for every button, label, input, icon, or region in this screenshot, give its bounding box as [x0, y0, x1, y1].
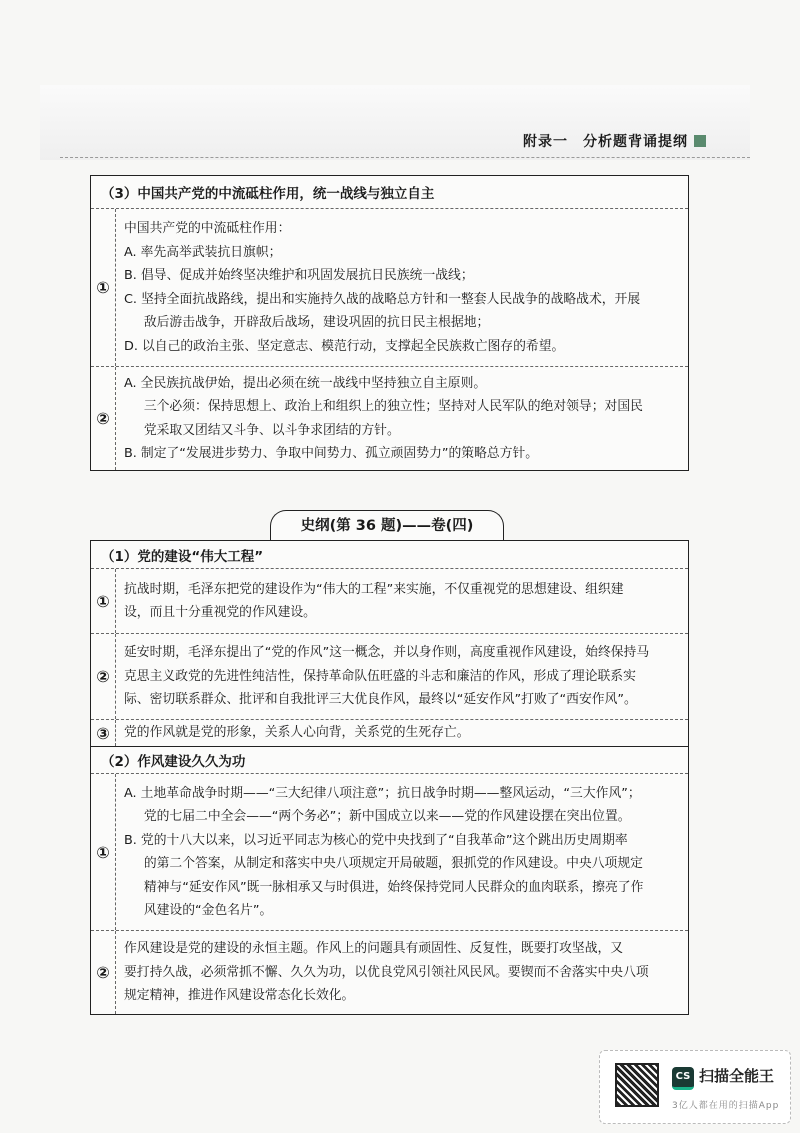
row-content	[116, 367, 688, 470]
content-line: 党的七届二中全会——“两个务必”；新中国成立以来——党的作风建设摆在突出位置。	[143, 809, 631, 824]
content-line: 抗战时期，毛泽东把党的建设作为“伟大的工程”来实施，不仅重视党的思想建设、组织建	[124, 581, 624, 597]
content-line: B. 制定了“发展进步势力、争取中间势力、孤立顽固势力”的策略总方针。	[124, 446, 539, 461]
row-number: ②	[91, 634, 116, 719]
content-line: A. 土地革命战争时期——“三大纪律八项注意”；抗日战争时期——整风运动，“三大作风”；	[124, 785, 641, 801]
table-row	[91, 773, 688, 930]
header-divider	[60, 157, 750, 158]
row-content	[116, 209, 688, 366]
content-line: 作风建设是党的建设的永恒主题。作风上的问题具有顽固性、反复性，既要打攻坚战，又	[124, 941, 624, 957]
table-row	[91, 633, 688, 719]
content-line: 三个必须：保持思想上、政治上和组织上的独立性；坚持对人民军队的绝对领导；对国民	[143, 399, 643, 414]
content-line: 际、密切联系群众、批评和自我批评三大优良作风，最终以“延安作风”打败了“西安作风”。	[124, 692, 637, 708]
row-content	[116, 774, 688, 930]
content-line: 党采取又团结又斗争、以斗争求团结的方针。	[143, 422, 400, 438]
table-row	[91, 719, 688, 746]
content-line: A. 率先高举武装抗日旗帜；	[124, 244, 282, 260]
content-line: 精神与“延安作风”既一脉相承又与时俱进，始终保持党同人民群众的血肉联系，擦亮了作	[143, 879, 644, 895]
content-line: 要打持久战，必须常抓不懈、久久为功，以优良党风引领社风民风。要锲而不舍落实中央八项	[124, 964, 649, 980]
table-row	[91, 208, 688, 366]
row-number: ③	[91, 720, 116, 746]
running-header	[523, 131, 706, 151]
row-number: ①	[91, 209, 116, 366]
section-title: （3）中国共产党的中流砥柱作用，统一战线与独立自主	[101, 186, 435, 202]
table-row	[91, 568, 688, 633]
content-line: 风建设的“金色名片”。	[143, 903, 273, 918]
content-line: B. 党的十八大以来，以习近平同志为核心的党中央找到了“自我革命”这个跳出历史周期率	[124, 832, 628, 848]
watermark-brand: 扫描全能王	[699, 1067, 775, 1085]
watermark-slogan: 3亿人都在用的扫描App	[672, 1101, 780, 1111]
row-content	[116, 634, 688, 719]
camscanner-watermark	[599, 1050, 791, 1124]
row-number: ②	[91, 931, 116, 1014]
content-line: 中国共产党的中流砥柱作用：	[124, 221, 291, 236]
content-line: 党的作风就是党的形象，关系人心向背，关系党的生死存亡。	[124, 725, 470, 741]
qr-code-icon	[615, 1063, 659, 1107]
table-row	[91, 930, 688, 1014]
header-title: 附录一 分析题背诵提纲	[523, 134, 688, 150]
content-line: 敌后游击战争，开辟敌后战场，建设巩固的抗日民主根据地；	[143, 315, 490, 330]
content-line: 设，而且十分重视党的作风建设。	[124, 605, 316, 620]
camscanner-logo-icon: CS	[672, 1067, 694, 1090]
row-content	[116, 569, 688, 633]
content-line: A. 全民族抗战伊始，提出必须在统一战线中坚持独立自主原则。	[124, 375, 487, 391]
content-line: B. 倡导、促成并始终坚决维护和巩固发展抗日民族统一战线；	[124, 268, 474, 283]
row-number: ①	[91, 774, 116, 930]
row-number: ②	[91, 367, 116, 470]
content-line: C. 坚持全面抗战路线，提出和实施持久战的战略总方针和一整套人民战争的战略战术，开展	[124, 291, 641, 307]
outline-table-2	[90, 540, 689, 1015]
row-content	[116, 931, 688, 1014]
header-square-icon	[694, 135, 706, 147]
row-number: ①	[91, 569, 116, 633]
outline-table-1	[90, 175, 689, 471]
section-title: （1）党的建设“伟大工程”	[101, 548, 264, 565]
table-row	[91, 366, 688, 470]
content-line: D. 以自己的政治主张、坚定意志、模范行动，支撑起全民族救亡图存的希望。	[124, 338, 565, 354]
content-line: 克思主义政党的先进性纯洁性，保持革命队伍旺盛的斗志和廉洁的作风，形成了理论联系实	[124, 668, 636, 684]
row-content	[116, 720, 688, 746]
section-title: （2）作风建设久久为功	[91, 746, 688, 773]
content-line: 规定精神，推进作风建设常态化长效化。	[124, 988, 355, 1004]
section-banner: 史纲(第 36 题)——卷(四)	[270, 510, 504, 541]
content-line: 延安时期，毛泽东提出了“党的作风”这一概念，并以身作则，高度重视作风建设，始终保持马	[124, 645, 650, 661]
content-line: 的第二个答案，从制定和落实中央八项规定开局破题，狠抓党的作风建设。中央八项规定	[143, 856, 643, 871]
